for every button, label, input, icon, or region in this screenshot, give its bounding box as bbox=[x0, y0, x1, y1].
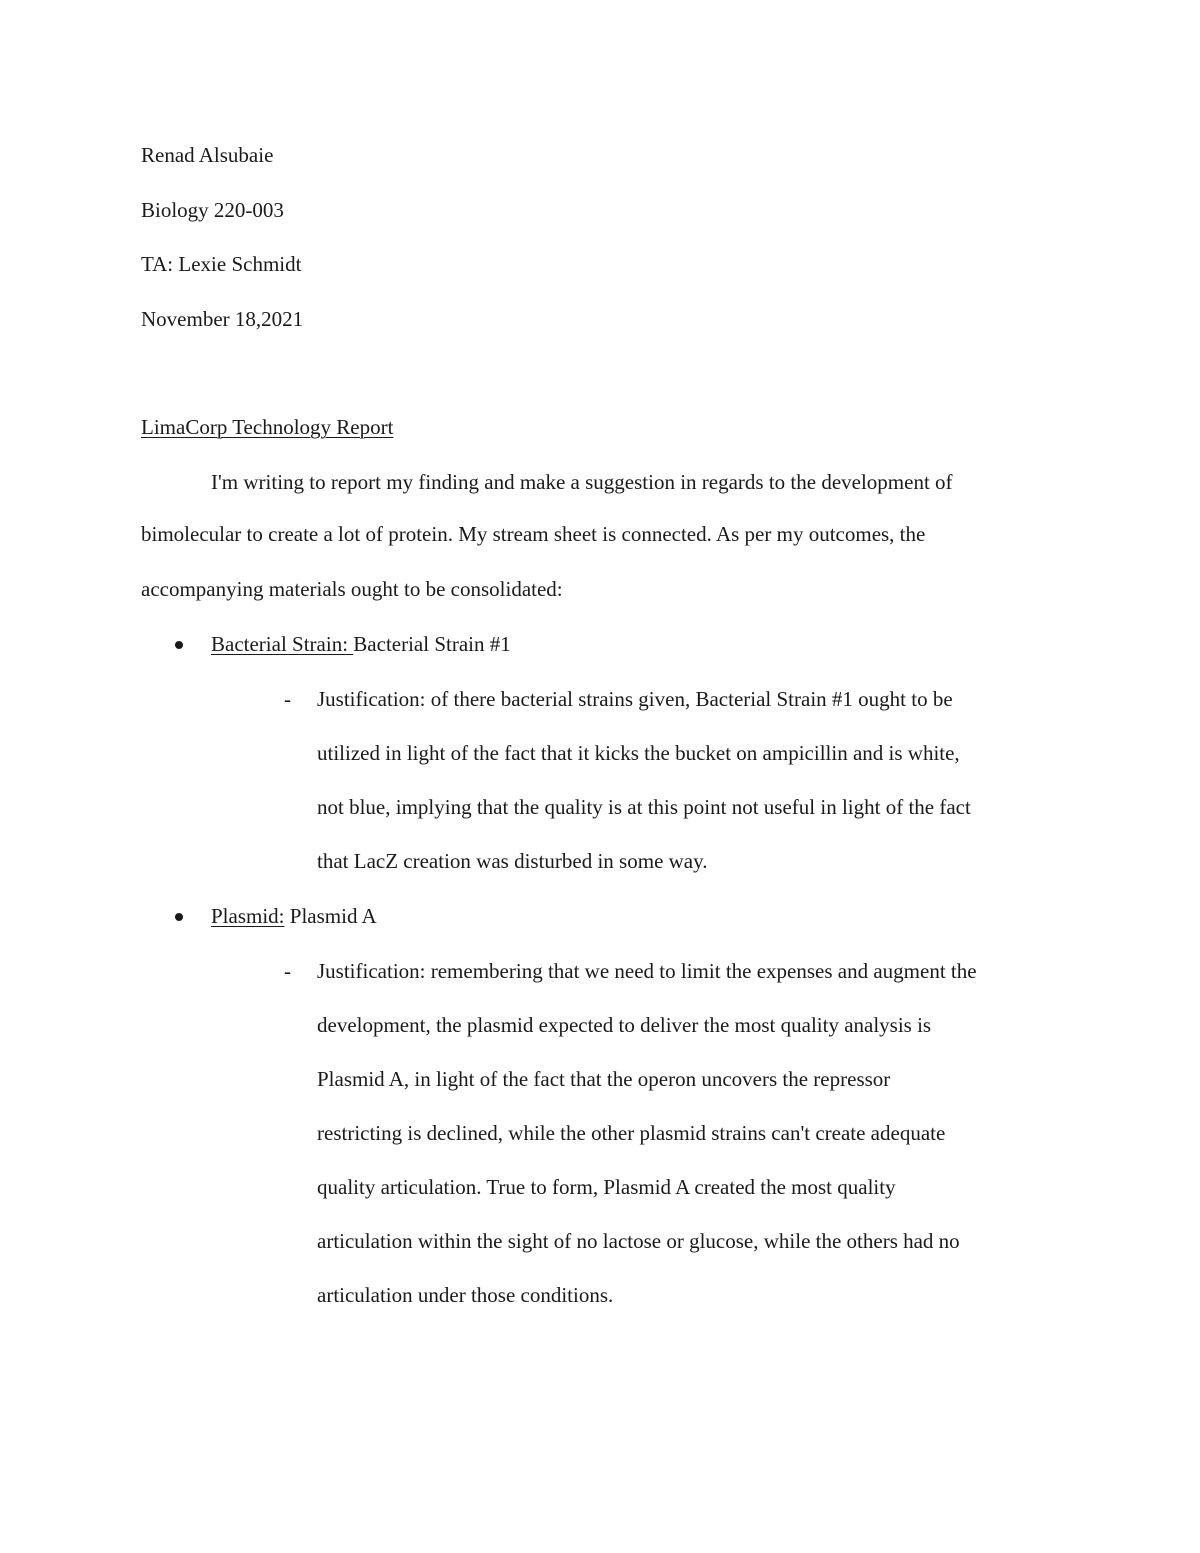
justification-line: Justification: remembering that we need to limit the expenses and augment the bbox=[317, 959, 977, 983]
bullet-icon bbox=[175, 641, 183, 649]
dash-icon: - bbox=[284, 959, 291, 983]
report-title: LimaCorp Technology Report bbox=[141, 415, 394, 439]
justification-line: development, the plasmid expected to deliver the most quality analysis is bbox=[317, 1013, 932, 1037]
list-item-plasmid bbox=[211, 904, 377, 928]
ta-name: TA: Lexie Schmidt bbox=[141, 252, 302, 276]
intro-line-3: accompanying materials ought to be consolidated: bbox=[141, 577, 563, 601]
intro-line-2: bimolecular to create a lot of protein. My stream sheet is connected. As per my outcomes, the bbox=[141, 522, 926, 546]
item-value: Plasmid A bbox=[284, 904, 377, 928]
item-label: Bacterial Strain: bbox=[211, 632, 354, 656]
intro-line-1: I'm writing to report my finding and make a suggestion in regards to the development of bbox=[211, 470, 953, 494]
bullet-icon bbox=[175, 913, 183, 921]
item-label: Plasmid: bbox=[211, 904, 285, 928]
justification-line: articulation under those conditions. bbox=[317, 1283, 614, 1307]
item-value: Bacterial Strain #1 bbox=[353, 632, 511, 656]
justification-line: Justification: of there bacterial strains given, Bacterial Strain #1 ought to be bbox=[317, 687, 953, 711]
justification-line: utilized in light of the fact that it kicks the bucket on ampicillin and is white, bbox=[317, 741, 960, 765]
justification-line: that LacZ creation was disturbed in some way. bbox=[317, 849, 708, 873]
course-name: Biology 220-003 bbox=[141, 198, 284, 222]
report-date: November 18,2021 bbox=[141, 307, 304, 331]
author-name: Renad Alsubaie bbox=[141, 143, 274, 167]
justification-line: restricting is declined, while the other plasmid strains can't create adequate bbox=[317, 1121, 946, 1145]
justification-line: articulation within the sight of no lactose or glucose, while the others had no bbox=[317, 1229, 960, 1253]
justification-line: not blue, implying that the quality is at this point not useful in light of the fact bbox=[317, 795, 971, 819]
dash-icon: - bbox=[284, 687, 291, 711]
list-item-bacterial-strain bbox=[211, 632, 511, 656]
justification-line: quality articulation. True to form, Plasmid A created the most quality bbox=[317, 1175, 896, 1199]
justification-line: Plasmid A, in light of the fact that the operon uncovers the repressor bbox=[317, 1067, 891, 1091]
